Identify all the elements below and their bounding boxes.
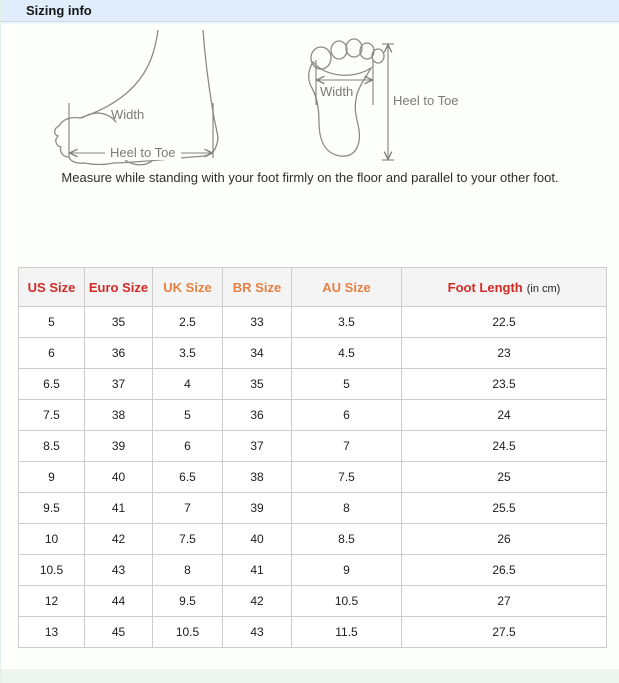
table-row (19, 307, 607, 338)
table-cell: 34 (223, 338, 292, 369)
table-cell: 7.5 (19, 400, 85, 431)
table-cell: 45 (85, 617, 153, 648)
table-row (19, 338, 607, 369)
table-cell: 5 (292, 369, 402, 400)
bottom-view-width-label: Width (320, 84, 354, 99)
table-row (19, 617, 607, 648)
table-row (19, 369, 607, 400)
table-cell: 26.5 (402, 555, 607, 586)
table-cell: 36 (85, 338, 153, 369)
table-row (19, 586, 607, 617)
foot-length-unit-note: (in cm) (526, 282, 561, 295)
table-cell: 8.5 (292, 524, 402, 555)
table-cell: 39 (223, 493, 292, 524)
table-row (19, 462, 607, 493)
table-header-row (19, 268, 607, 307)
table-row (19, 493, 607, 524)
table-cell: 10.5 (19, 555, 85, 586)
table-cell: 7 (153, 493, 223, 524)
bottom-view-heel-to-toe-label: Heel to Toe (393, 93, 459, 108)
table-cell: 6 (153, 431, 223, 462)
table-cell: 9.5 (19, 493, 85, 524)
table-cell: 35 (85, 307, 153, 338)
table-cell: 3.5 (292, 307, 402, 338)
table-cell: 27.5 (402, 617, 607, 648)
table-cell: 7.5 (153, 524, 223, 555)
table-cell: 12 (19, 586, 85, 617)
table-cell: 10 (19, 524, 85, 555)
table-cell: 41 (223, 555, 292, 586)
table-cell: 33 (223, 307, 292, 338)
table-cell: 5 (19, 307, 85, 338)
section-header-bar (1, 0, 619, 22)
table-cell: 25.5 (402, 493, 607, 524)
table-cell: 4.5 (292, 338, 402, 369)
table-cell: 9 (19, 462, 85, 493)
table-cell: 9.5 (153, 586, 223, 617)
table-cell: 4 (153, 369, 223, 400)
size-table-body (19, 307, 607, 648)
table-cell: 10.5 (153, 617, 223, 648)
table-cell: 42 (223, 586, 292, 617)
table-cell: 37 (85, 369, 153, 400)
table-row (19, 431, 607, 462)
table-cell: 3.5 (153, 338, 223, 369)
side-view-width-label: Width (111, 107, 145, 122)
table-cell: 8 (153, 555, 223, 586)
table-cell: 6 (292, 400, 402, 431)
bottom-background-band (1, 669, 619, 683)
table-cell: 9 (292, 555, 402, 586)
table-row (19, 400, 607, 431)
size-conversion-table (18, 267, 607, 648)
table-cell: 13 (19, 617, 85, 648)
table-cell: 6.5 (19, 369, 85, 400)
table-cell: 27 (402, 586, 607, 617)
table-cell: 8 (292, 493, 402, 524)
table-cell: 8.5 (19, 431, 85, 462)
table-cell: 43 (85, 555, 153, 586)
table-cell: 38 (85, 400, 153, 431)
col-header-euro-size: Euro Size (85, 268, 153, 307)
table-cell: 7 (292, 431, 402, 462)
table-cell: 7.5 (292, 462, 402, 493)
col-header-br-size: BR Size (223, 268, 292, 307)
page-title: Sizing info (26, 3, 92, 18)
table-cell: 25 (402, 462, 607, 493)
table-cell: 6.5 (153, 462, 223, 493)
table-cell: 24.5 (402, 431, 607, 462)
table-cell: 23.5 (402, 369, 607, 400)
table-cell: 10.5 (292, 586, 402, 617)
table-cell: 37 (223, 431, 292, 462)
table-cell: 35 (223, 369, 292, 400)
side-view-heel-to-toe-label: Heel to Toe (105, 145, 181, 160)
measure-instruction: Measure while standing with your foot firmly on the floor and parallel to your other foot. (61, 170, 559, 185)
table-row (19, 524, 607, 555)
table-cell: 26 (402, 524, 607, 555)
col-header-au-size: AU Size (292, 268, 402, 307)
table-cell: 23 (402, 338, 607, 369)
col-header-uk-size: UK Size (153, 268, 223, 307)
col-header-foot-length: Foot Length (in cm) (402, 268, 607, 307)
table-cell: 22.5 (402, 307, 607, 338)
table-cell: 40 (223, 524, 292, 555)
table-cell: 39 (85, 431, 153, 462)
table-cell: 38 (223, 462, 292, 493)
table-row (19, 555, 607, 586)
table-cell: 43 (223, 617, 292, 648)
table-cell: 41 (85, 493, 153, 524)
table-cell: 36 (223, 400, 292, 431)
table-cell: 2.5 (153, 307, 223, 338)
table-cell: 6 (19, 338, 85, 369)
col-header-us-size: US Size (19, 268, 85, 307)
table-cell: 44 (85, 586, 153, 617)
table-cell: 40 (85, 462, 153, 493)
table-cell: 24 (402, 400, 607, 431)
table-cell: 11.5 (292, 617, 402, 648)
table-cell: 42 (85, 524, 153, 555)
table-cell: 5 (153, 400, 223, 431)
